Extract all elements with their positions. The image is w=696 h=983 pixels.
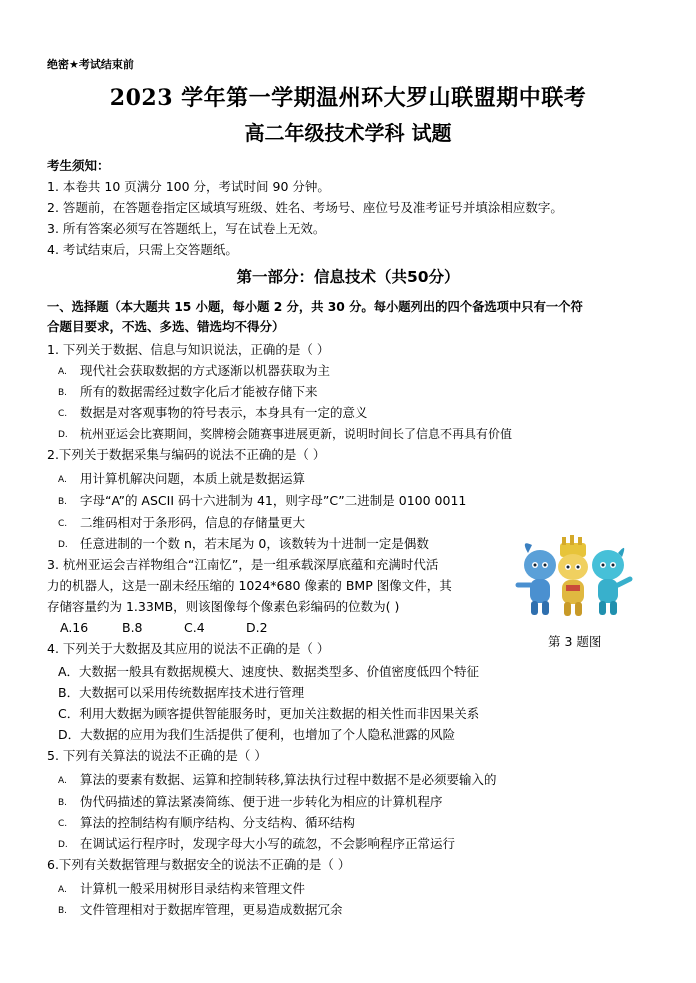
- option-letter: B.: [58, 798, 68, 808]
- question-5-stem: 5. 下列有关算法的说法不正确的是（ ）: [47, 748, 267, 763]
- option-letter: A.: [58, 776, 67, 786]
- secret-label: 绝密★考试结束前: [47, 58, 134, 71]
- mascot-left: [518, 543, 556, 615]
- question-5-option: [58, 793, 443, 812]
- option-letter: D.: [58, 540, 68, 550]
- question-2-stem: 2.下列关于数据采集与编码的说法不正确的是（ ）: [47, 447, 326, 462]
- question-1-option: [58, 383, 318, 402]
- option-letter: A.: [58, 367, 67, 377]
- question-1-option: [58, 404, 368, 423]
- question-2-option: [58, 492, 466, 511]
- question-3-line-2: 力的机器人，这是一副未经压缩的 1024*680 像素的 BMP 图像文件，其: [47, 578, 452, 593]
- option-text: 现代社会获取数据的方式逐渐以机器获取为主: [80, 363, 331, 378]
- choice-a: A.16: [60, 620, 89, 635]
- option-text: 所有的数据需经过数字化后才能被存储下来: [80, 384, 318, 399]
- section-title: 第一部分：信息技术（共50分）: [236, 268, 460, 286]
- question-6-option: [58, 901, 343, 920]
- option-letter: B.: [58, 906, 68, 916]
- mascot-middle: [558, 535, 588, 616]
- question-1-option: [58, 362, 330, 381]
- choice-c: C.4: [184, 620, 205, 635]
- option-letter: A.: [58, 885, 67, 895]
- option-text: 字母“A”的 ASCII 码十六进制为 41，则字母”C”二进制是 0100 0011: [80, 493, 467, 508]
- question-5-option: [58, 771, 496, 790]
- question-5-option: [58, 835, 455, 854]
- exam-title: 2023 学年第一学期温州环大罗山联盟期中联考: [109, 85, 587, 111]
- question-2-option: [58, 470, 305, 489]
- option-letter: B.: [58, 497, 68, 507]
- question-3-choices: [60, 619, 308, 637]
- option-letter: C.: [58, 519, 68, 529]
- note-item: 1. 本卷共 10 页满分 100 分，考试时间 90 分钟。: [47, 179, 330, 194]
- option-text: 算法的要素有数据、运算和控制转移,算法执行过程中数据不是必须要输入的: [80, 772, 497, 787]
- option-text: 计算机一般采用树形目录结构来管理文件: [80, 881, 306, 896]
- option-text: 杭州亚运会比赛期间，奖牌榜会随赛事进展更新，说明时间长了信息不再具有价值: [80, 427, 513, 441]
- choice-d: D.2: [246, 620, 268, 635]
- question-3-line-1: 3. 杭州亚运会吉祥物组合“江南忆”，是一组承载深厚底蕴和充满时代活: [47, 557, 439, 572]
- question-4-option: C．利用大数据为顾客提供智能服务时，更加关注数据的相关性而非因果关系: [58, 706, 480, 721]
- option-text: 二维码相对于条形码，信息的存储量更大: [80, 515, 306, 530]
- question-2-option: [58, 514, 305, 533]
- note-item: 4. 考试结束后，只需上交答题纸。: [47, 242, 238, 257]
- option-letter: B.: [58, 388, 68, 398]
- question-6-option: [58, 880, 305, 899]
- question-4-option: A．大数据一般具有数据规模大、速度快、数据类型多、价值密度低四个特征: [58, 664, 480, 679]
- note-item: 2. 答题前，在答题卷指定区域填写班级、姓名、考场号、座位号及准考证号并填涂相应数字。: [47, 200, 563, 215]
- choice-b: B.8: [122, 620, 143, 635]
- mascot-right: [592, 548, 630, 615]
- question-1-stem: 1. 下列关于数据、信息与知识说法，正确的是（ ）: [47, 342, 330, 357]
- instructions-line-2: 合题目要求，不选、多选、错选均不得分）: [47, 319, 285, 334]
- question-6-stem: 6.下列有关数据管理与数据安全的说法不正确的是（ ）: [47, 857, 351, 872]
- exam-subtitle: 高二年级技术学科 试题: [244, 121, 452, 145]
- option-text: 在调试运行程序时，发现字母大小写的疏忽，不会影响程序正常运行: [80, 836, 456, 851]
- option-text: 伪代码描述的算法紧凑简练、便于进一步转化为相应的计算机程序: [80, 794, 443, 809]
- option-text: 文件管理相对于数据库管理，更易造成数据冗余: [80, 902, 343, 917]
- option-letter: A.: [58, 475, 67, 485]
- question-1-option: [58, 425, 512, 444]
- question-2-option: [58, 535, 429, 554]
- mascot-illustration: [510, 535, 634, 635]
- question-4-stem: 4. 下列关于大数据及其应用的说法不正确的是（ ）: [47, 641, 330, 656]
- question-5-option: [58, 814, 355, 833]
- option-letter: C.: [58, 409, 68, 419]
- question-3-line-3: 存储容量约为 1.33MB，则该图像每个像素色彩编码的位数为( ): [47, 599, 400, 614]
- figure-caption: 第 3 题图: [548, 634, 602, 649]
- option-text: 算法的控制结构有顺序结构、分支结构、循环结构: [80, 815, 356, 830]
- question-4-option: D．大数据的应用为我们生活提供了便利，也增加了个人隐私泄露的风险: [58, 727, 456, 742]
- option-letter: D.: [58, 430, 68, 440]
- option-text: 任意进制的一个数 n，若末尾为 0，该数转为十进制一定是偶数: [80, 536, 429, 551]
- option-text: 用计算机解决问题，本质上就是数据运算: [80, 471, 306, 486]
- instructions-line-1: 一、选择题（本大题共 15 小题，每小题 2 分，共 30 分。每小题列出的四个备选项中只有一个符: [47, 300, 583, 314]
- note-item: 3. 所有答案必须写在答题纸上，写在试卷上无效。: [47, 221, 326, 236]
- notes-heading: 考生须知：: [47, 158, 110, 173]
- option-text: 数据是对客观事物的符号表示，本身具有一定的意义: [80, 405, 368, 420]
- option-letter: C.: [58, 819, 68, 829]
- question-4-option: B．大数据可以采用传统数据库技术进行管理: [58, 685, 305, 700]
- option-letter: D.: [58, 840, 68, 850]
